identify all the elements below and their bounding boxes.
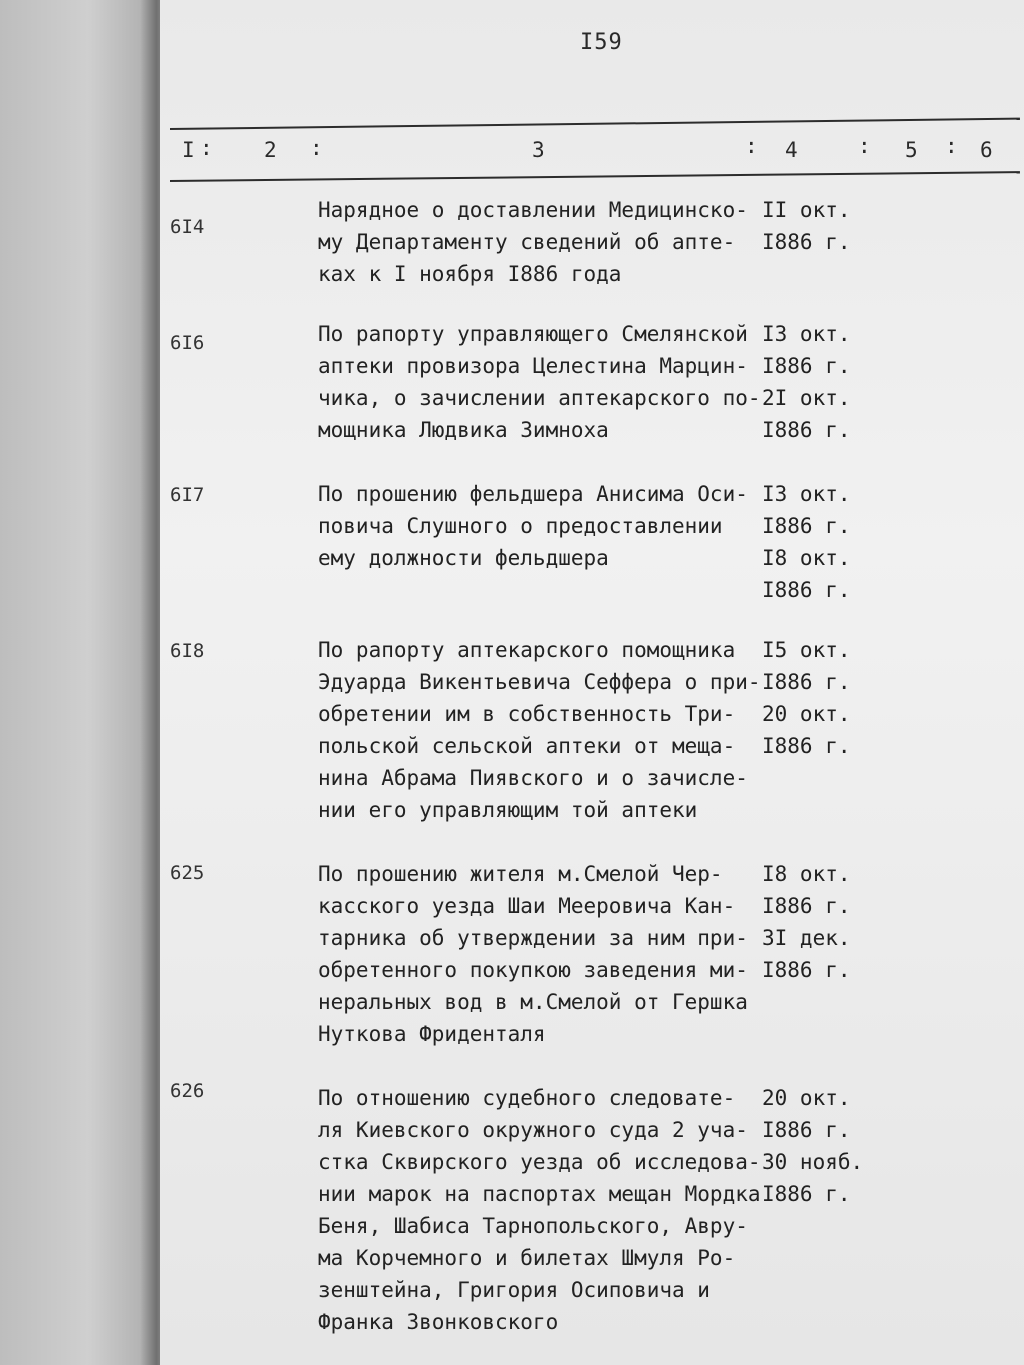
entry-text-line: По отношению судебного следовате- bbox=[318, 1086, 736, 1110]
entry-text-line: нина Абрама Пиявского и о зачисле- bbox=[318, 766, 748, 790]
entry-date: 30 нояб. bbox=[762, 1150, 864, 1174]
entry-description bbox=[318, 194, 748, 290]
entry-date: I886 г. bbox=[762, 230, 851, 254]
entry-date: I886 г. bbox=[762, 894, 851, 918]
entry-text-line: ля Киевского окружного суда 2 уча- bbox=[318, 1118, 748, 1142]
entry-text-line: Беня, Шабиса Тарнопольского, Авру- bbox=[318, 1214, 748, 1238]
column-header-3: 3 bbox=[532, 138, 545, 162]
column-separator: : bbox=[945, 134, 958, 158]
header-rule-top bbox=[170, 118, 1020, 130]
entry-text-line: стка Сквирского уезда об исследова- bbox=[318, 1150, 761, 1174]
entry-date: I886 г. bbox=[762, 578, 851, 602]
entry-description bbox=[318, 1082, 761, 1338]
entry-text-line: нии марок на паспортах мещан Мордка bbox=[318, 1182, 761, 1206]
entry-date: I8 окт. bbox=[762, 862, 851, 886]
column-header-6: 6 bbox=[980, 138, 993, 162]
entry-text-line: зенштейна, Григория Осиповича и bbox=[318, 1278, 710, 1302]
entry-number: 6I8 bbox=[170, 640, 205, 662]
entry-text-line: мощника Людвика Зимноха bbox=[318, 418, 609, 442]
column-header-1: I bbox=[182, 138, 195, 162]
entry-date: 20 окт. bbox=[762, 702, 851, 726]
entry-text-line: чика, о зачислении аптекарского по- bbox=[318, 386, 761, 410]
entry-dates bbox=[762, 478, 851, 606]
entry-description bbox=[318, 634, 761, 826]
entry-dates bbox=[762, 634, 851, 762]
entry-text-line: обретении им в собственность Три- bbox=[318, 702, 736, 726]
entry-dates bbox=[762, 194, 851, 258]
entry-date: I886 г. bbox=[762, 1182, 851, 1206]
entry-description bbox=[318, 858, 748, 1050]
entry-date: I8 окт. bbox=[762, 546, 851, 570]
entry-date: I886 г. bbox=[762, 734, 851, 758]
entry-date: 2I окт. bbox=[762, 386, 851, 410]
entry-text-line: Эдуарда Викентьевича Сеффера о при- bbox=[318, 670, 761, 694]
column-separator: : bbox=[745, 134, 758, 158]
entry-number: 6I4 bbox=[170, 216, 205, 238]
entry-date: 20 окт. bbox=[762, 1086, 851, 1110]
entry-text-line: ках к I ноября I886 года bbox=[318, 262, 622, 286]
entry-number: 625 bbox=[170, 862, 205, 884]
entry-date: II окт. bbox=[762, 198, 851, 222]
entry-text-line: По рапорту управляющего Смелянской bbox=[318, 322, 748, 346]
entry-date: I886 г. bbox=[762, 670, 851, 694]
entry-text-line: неральных вод в м.Смелой от Гершка bbox=[318, 990, 748, 1014]
entry-text-line: му Департаменту сведений об апте- bbox=[318, 230, 736, 254]
entry-text-line: Франка Звонковского bbox=[318, 1310, 559, 1334]
entry-text-line: По рапорту аптекарского помощника bbox=[318, 638, 736, 662]
entry-text-line: Нуткова Фриденталя bbox=[318, 1022, 546, 1046]
document-page bbox=[160, 0, 1024, 1365]
column-separator: : bbox=[200, 136, 213, 160]
entry-text-line: По прошению фельдшера Анисима Оси- bbox=[318, 482, 748, 506]
entry-text-line: По прошению жителя м.Смелой Чер- bbox=[318, 862, 723, 886]
entry-number: 6I6 bbox=[170, 332, 205, 354]
entry-text-line: нии его управляющим той аптеки bbox=[318, 798, 698, 822]
entry-text-line: польской сельской аптеки от меща- bbox=[318, 734, 736, 758]
entry-dates bbox=[762, 318, 851, 446]
entry-number: 626 bbox=[170, 1080, 205, 1102]
entry-date: I886 г. bbox=[762, 958, 851, 982]
entry-dates bbox=[762, 1082, 863, 1210]
entry-date: I886 г. bbox=[762, 514, 851, 538]
column-header-2: 2 bbox=[264, 138, 277, 162]
entry-date: I886 г. bbox=[762, 1118, 851, 1142]
column-separator: : bbox=[858, 134, 871, 158]
entry-text-line: аптеки провизора Целестина Марцин- bbox=[318, 354, 748, 378]
entry-text-line: обретенного покупкою заведения ми- bbox=[318, 958, 748, 982]
entry-text-line: повича Слушного о предоставлении bbox=[318, 514, 723, 538]
entry-date: I3 окт. bbox=[762, 322, 851, 346]
entry-text-line: ма Корчемного и билетах Шмуля Ро- bbox=[318, 1246, 736, 1270]
page-number: I59 bbox=[580, 30, 623, 55]
column-header-5: 5 bbox=[905, 138, 918, 162]
previous-page-edge bbox=[0, 0, 160, 1365]
entry-date: 3I дек. bbox=[762, 926, 851, 950]
entry-description bbox=[318, 478, 748, 574]
column-header-4: 4 bbox=[785, 138, 798, 162]
entry-text-line: касского уезда Шаи Меeровича Кан- bbox=[318, 894, 736, 918]
entry-text-line: тарника об утверждении за ним при- bbox=[318, 926, 748, 950]
entry-date: I886 г. bbox=[762, 354, 851, 378]
entry-description bbox=[318, 318, 761, 446]
entry-date: I5 окт. bbox=[762, 638, 851, 662]
entry-dates bbox=[762, 858, 851, 986]
entry-text-line: Нарядное о доставлении Медицинско- bbox=[318, 198, 748, 222]
header-rule-bottom bbox=[170, 171, 1020, 182]
entry-text-line: ему должности фельдшера bbox=[318, 546, 609, 570]
entry-date: I3 окт. bbox=[762, 482, 851, 506]
entry-number: 6I7 bbox=[170, 484, 205, 506]
column-separator: : bbox=[310, 136, 323, 160]
entry-date: I886 г. bbox=[762, 418, 851, 442]
